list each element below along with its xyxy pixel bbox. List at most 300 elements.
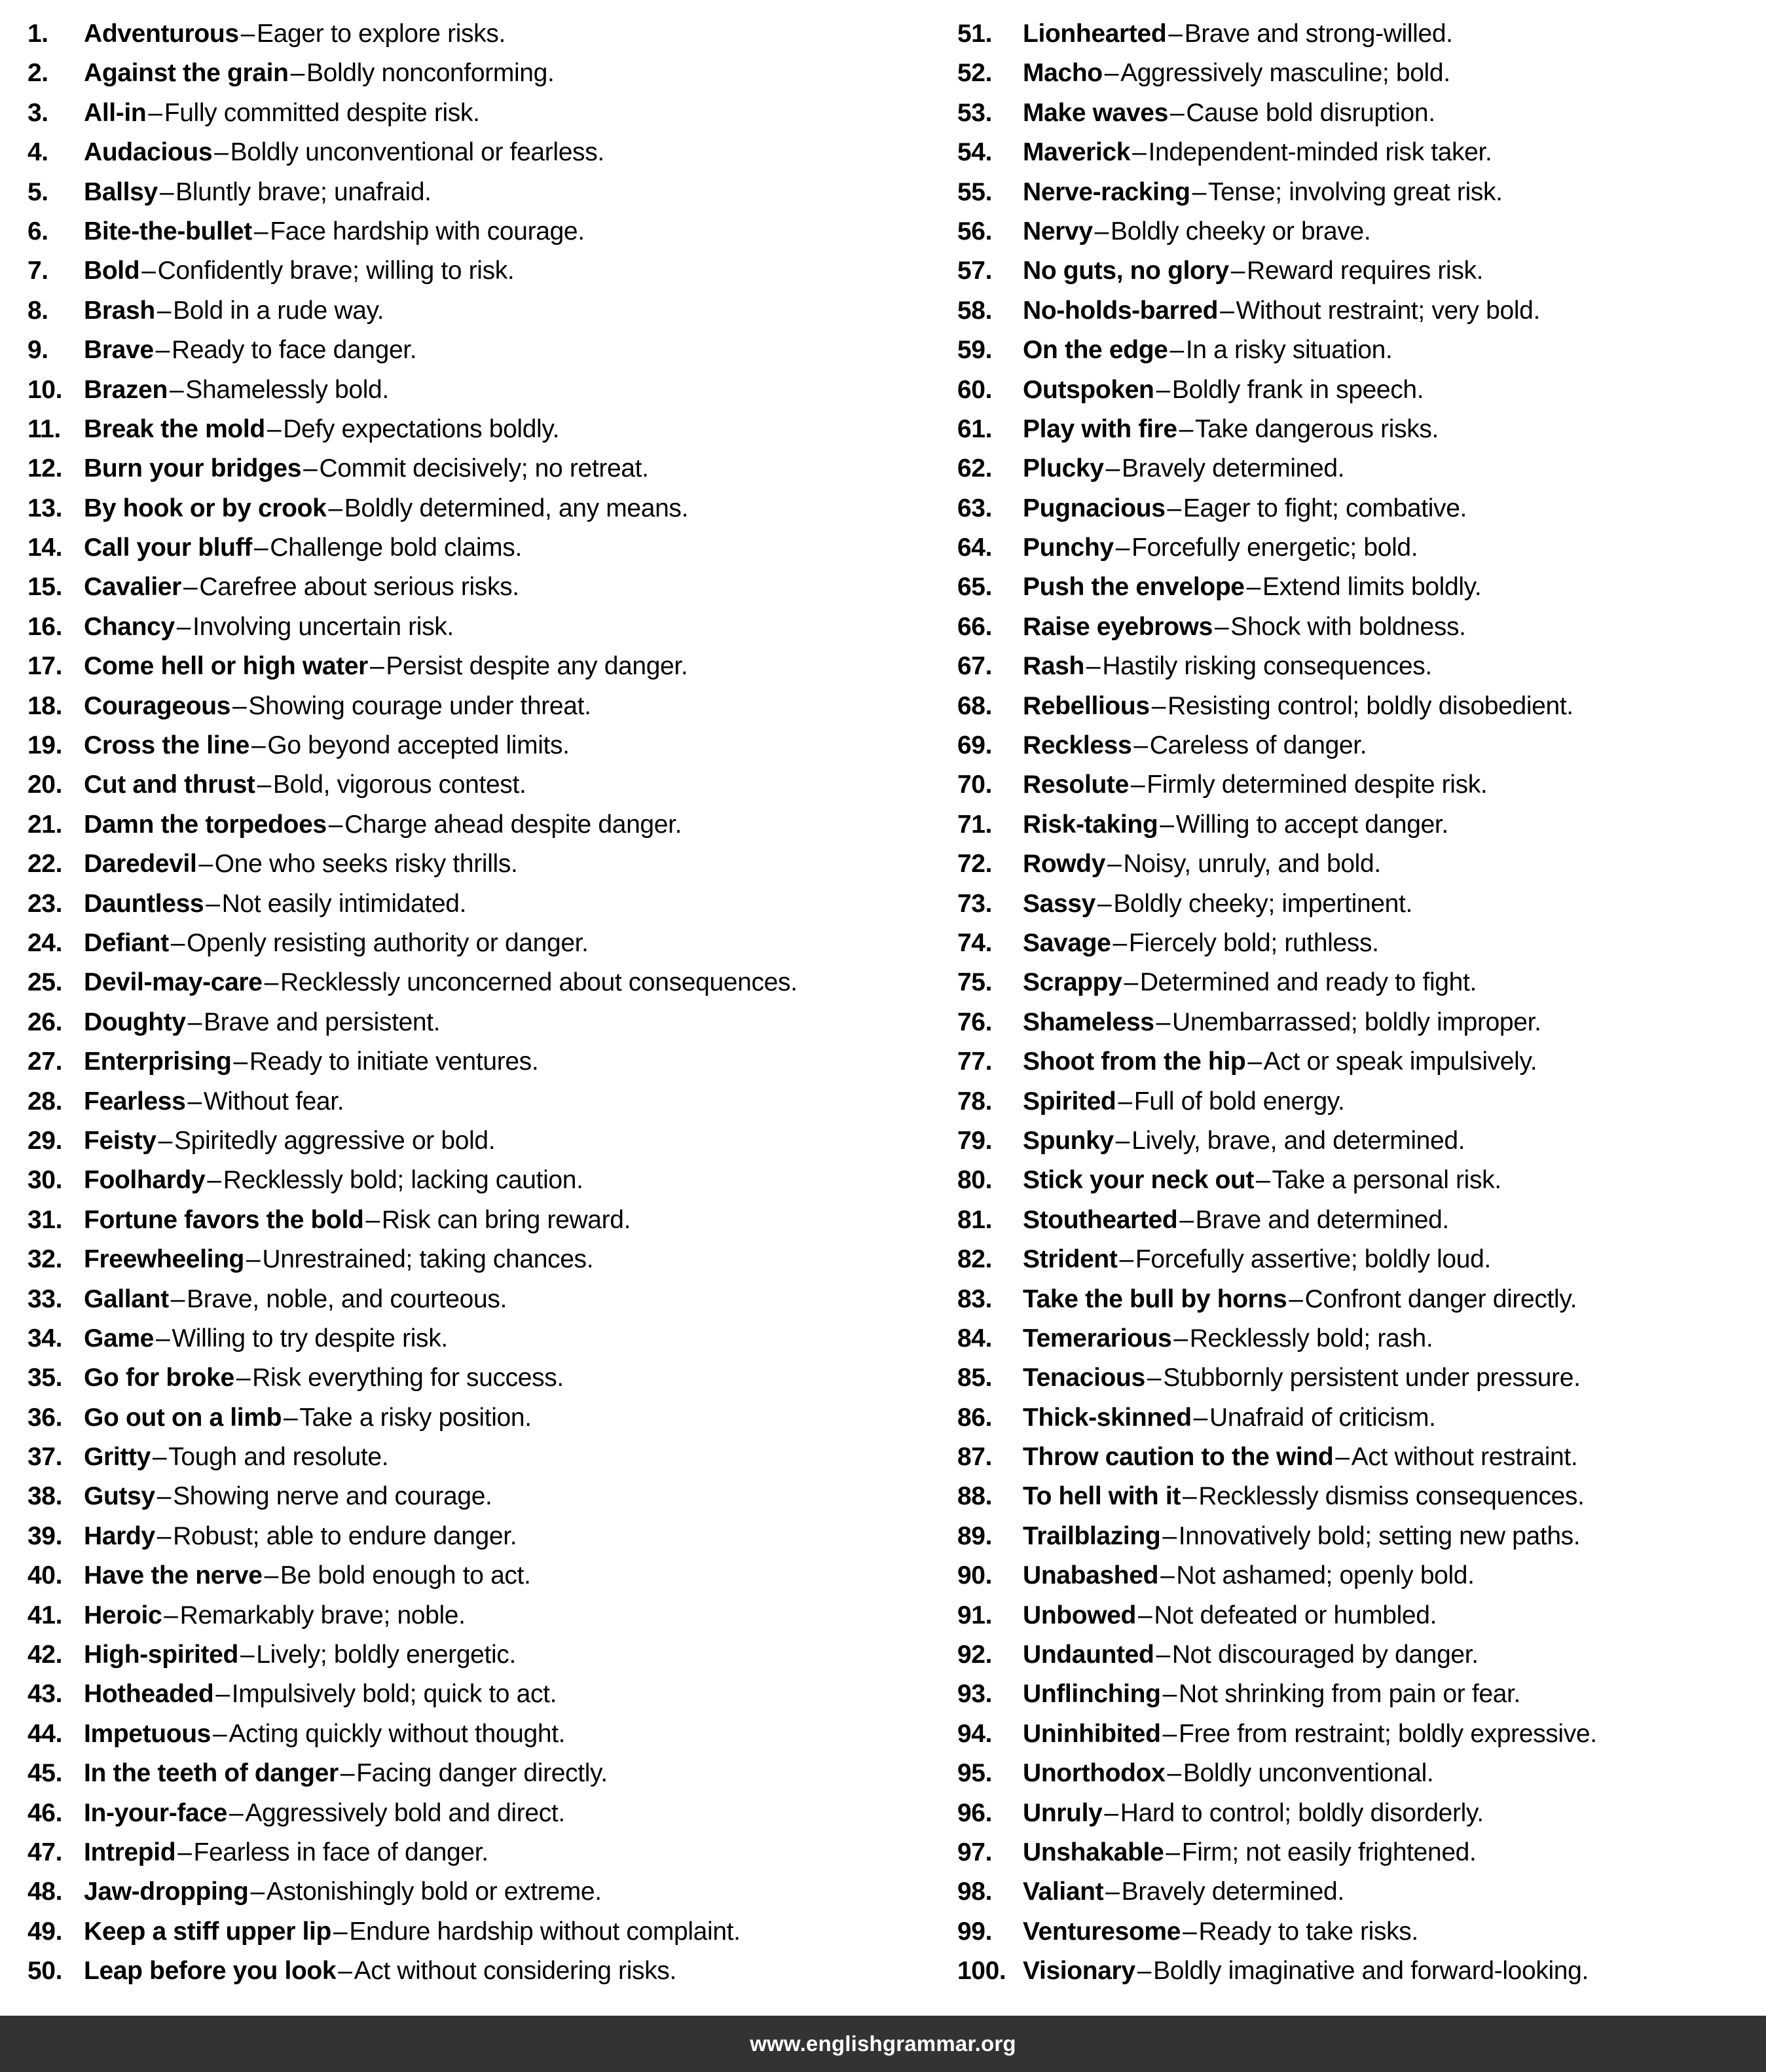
- list-item-number: 7.: [28, 257, 48, 285]
- list-item-term: Doughty: [84, 1008, 186, 1036]
- list-item-definition: Confront danger directly.: [1304, 1284, 1577, 1313]
- list-item-definition: Resisting control; boldly disobedient.: [1168, 691, 1573, 720]
- list-item-body: [84, 1161, 583, 1200]
- site-footer-bar: [0, 2016, 1766, 2072]
- list-item: [957, 1358, 1762, 1398]
- list-item-number: 49.: [28, 1917, 63, 1946]
- list-item-body: [84, 331, 416, 370]
- list-item-body: [84, 884, 466, 924]
- list-item-body: [1023, 94, 1435, 133]
- list-item: [957, 805, 1762, 845]
- list-item-body: [1023, 568, 1481, 607]
- list-item-number: 54.: [957, 138, 993, 167]
- list-item-definition: Spiritedly aggressive or bold.: [174, 1126, 496, 1155]
- list-item-body: [1023, 1596, 1437, 1635]
- list-item-term: Trailblazing: [1023, 1521, 1161, 1550]
- list-item: [28, 1082, 926, 1121]
- list-item: [957, 528, 1762, 568]
- list-item-body: [1023, 528, 1418, 568]
- list-item-number: 84.: [957, 1324, 993, 1353]
- list-item-term: Pugnacious: [1023, 494, 1166, 522]
- list-item: [28, 1201, 926, 1240]
- list-item-number: 56.: [957, 217, 993, 245]
- list-item-number: 44.: [28, 1719, 63, 1748]
- list-item-dash: –: [240, 20, 255, 48]
- list-item-definition: Boldly unconventional or fearless.: [230, 138, 604, 167]
- list-item-number: 16.: [28, 612, 63, 641]
- list-item-body: [84, 1477, 492, 1516]
- list-item-term: Chancy: [84, 612, 175, 641]
- list-item-body: [84, 1635, 516, 1675]
- list-item-term: Macho: [1023, 59, 1103, 88]
- list-item: [28, 1952, 926, 1991]
- list-item: [28, 884, 926, 924]
- list-item-term: Brazen: [84, 375, 168, 404]
- list-item-term: Scrappy: [1023, 968, 1122, 997]
- list-item-dash: –: [158, 1126, 172, 1155]
- list-item-dash: –: [1156, 375, 1170, 404]
- list-item-number: 11.: [28, 414, 61, 443]
- list-item: [957, 1082, 1762, 1121]
- list-item-body: [1023, 291, 1540, 331]
- list-item-term: Go out on a limb: [84, 1403, 282, 1432]
- list-item-body: [1023, 1675, 1520, 1714]
- list-item-definition: Boldly imaginative and forward-looking.: [1153, 1957, 1589, 1986]
- list-item-term: Go for broke: [84, 1364, 234, 1392]
- list-item-body: [1023, 371, 1424, 410]
- list-item-number: 3.: [28, 98, 48, 127]
- list-item-dash: –: [236, 1364, 251, 1392]
- list-item-term: Risk-taking: [1023, 810, 1158, 839]
- list-item-number: 89.: [957, 1521, 993, 1550]
- list-item-dash: –: [338, 1957, 352, 1986]
- list-item-number: 96.: [957, 1798, 993, 1827]
- list-item-body: [1023, 1201, 1449, 1240]
- list-item-dash: –: [156, 1324, 170, 1353]
- list-item-term: Shoot from the hip: [1023, 1047, 1246, 1076]
- list-item-number: 82.: [957, 1245, 993, 1274]
- list-item-body: [1023, 1161, 1501, 1200]
- list-item-definition: Recklessly unconcerned about consequences.: [280, 968, 798, 997]
- list-item-term: Reckless: [1023, 731, 1132, 760]
- list-item-definition: Shock with boldness.: [1230, 612, 1466, 641]
- list-item-body: [84, 94, 480, 133]
- list-item-dash: –: [333, 1917, 348, 1946]
- list-item-term: Sassy: [1023, 889, 1096, 918]
- list-item-body: [84, 963, 798, 1002]
- list-item-definition: Commit decisively; no retreat.: [319, 454, 649, 483]
- list-item-definition: Bold in a rude way.: [173, 296, 384, 325]
- list-item-dash: –: [1097, 889, 1112, 918]
- list-item-number: 28.: [28, 1087, 63, 1116]
- list-item: [28, 528, 926, 568]
- list-item-dash: –: [1335, 1443, 1350, 1472]
- list-item-dash: –: [1147, 1364, 1162, 1392]
- list-item-number: 10.: [28, 375, 63, 404]
- list-item: [28, 765, 926, 805]
- list-item-definition: Boldly frank in speech.: [1171, 375, 1424, 404]
- list-item-definition: Firmly determined despite risk.: [1147, 771, 1488, 799]
- list-item: [28, 1161, 926, 1200]
- list-item: [28, 963, 926, 1002]
- list-item: [957, 291, 1762, 331]
- list-item: [28, 251, 926, 291]
- list-item-body: [1023, 331, 1392, 370]
- list-item-dash: –: [1289, 1284, 1303, 1313]
- list-item-dash: –: [328, 494, 342, 522]
- list-item-body: [84, 1201, 631, 1240]
- list-item-term: Strident: [1023, 1245, 1118, 1274]
- list-item-number: 98.: [957, 1878, 993, 1906]
- list-item-dash: –: [1162, 1521, 1177, 1550]
- list-item-dash: –: [1137, 1957, 1152, 1986]
- list-item: [28, 1596, 926, 1635]
- list-item-number: 12.: [28, 454, 63, 483]
- list-item-term: Audacious: [84, 138, 213, 167]
- list-item-dash: –: [1162, 1680, 1177, 1709]
- list-item-number: 31.: [28, 1205, 63, 1234]
- list-item-definition: Openly resisting authority or danger.: [187, 928, 589, 957]
- list-item-definition: In a risky situation.: [1185, 336, 1393, 365]
- list-item-dash: –: [1183, 1917, 1197, 1946]
- list-item-definition: Noisy, unruly, and bold.: [1123, 850, 1381, 879]
- list-item-definition: One who seeks risky thrills.: [214, 850, 518, 879]
- list-item-definition: Take a risky position.: [299, 1403, 532, 1432]
- list-item-dash: –: [1168, 20, 1183, 48]
- list-item-body: [1023, 1556, 1475, 1595]
- list-item-dash: –: [1167, 494, 1181, 522]
- list-item-definition: Robust; able to endure danger.: [173, 1521, 517, 1550]
- list-item-number: 30.: [28, 1166, 63, 1195]
- list-item-body: [84, 1042, 538, 1081]
- list-item-dash: –: [215, 1680, 230, 1709]
- list-item-definition: Brave and strong-willed.: [1184, 20, 1453, 48]
- list-item-definition: Cause bold disruption.: [1186, 98, 1435, 127]
- list-item-dash: –: [1193, 1403, 1208, 1432]
- list-item-dash: –: [253, 534, 268, 562]
- list-item-term: Daredevil: [84, 850, 197, 879]
- list-item: [28, 1240, 926, 1279]
- list-item: [957, 1201, 1762, 1240]
- list-item: [957, 94, 1762, 133]
- list-item-dash: –: [183, 573, 198, 602]
- list-item-definition: Brave and determined.: [1195, 1205, 1449, 1234]
- list-item-definition: Showing nerve and courage.: [173, 1482, 492, 1511]
- list-item-term: Come hell or high water: [84, 652, 369, 681]
- list-item: [957, 173, 1762, 212]
- list-item-term: Call your bluff: [84, 534, 252, 562]
- list-item-number: 14.: [28, 534, 63, 562]
- list-item-term: Intrepid: [84, 1838, 176, 1866]
- list-item-definition: Aggressively bold and direct.: [245, 1798, 565, 1827]
- list-item-number: 25.: [28, 968, 63, 997]
- list-item-dash: –: [214, 138, 229, 167]
- list-item-body: [84, 291, 384, 331]
- list-item-definition: Eager to explore risks.: [257, 20, 506, 48]
- list-item-dash: –: [1094, 217, 1109, 245]
- list-item-term: Temerarious: [1023, 1324, 1172, 1353]
- list-item-term: Valiant: [1023, 1878, 1104, 1906]
- list-item: [28, 212, 926, 251]
- list-item-term: Spirited: [1023, 1087, 1116, 1116]
- list-item-body: [84, 1715, 565, 1754]
- list-item: [957, 845, 1762, 884]
- list-item-number: 79.: [957, 1126, 993, 1155]
- list-item-definition: Reward requires risk.: [1247, 257, 1484, 285]
- list-item-number: 58.: [957, 296, 993, 325]
- list-item: [957, 1675, 1762, 1714]
- list-item: [957, 963, 1762, 1002]
- left-column: [0, 14, 930, 2016]
- list-item-number: 75.: [957, 968, 993, 997]
- list-item-body: [84, 1952, 676, 1991]
- list-item-term: Unabashed: [1023, 1561, 1159, 1590]
- list-item-dash: –: [1166, 1838, 1180, 1866]
- list-item-definition: Carefree about serious risks.: [199, 573, 519, 602]
- list-item-term: Play with fire: [1023, 414, 1177, 443]
- list-item-dash: –: [1113, 928, 1127, 957]
- list-item-definition: Unembarrassed; boldly improper.: [1172, 1008, 1541, 1036]
- list-item-dash: –: [1247, 1047, 1262, 1076]
- list-item: [28, 1517, 926, 1556]
- list-item-number: 90.: [957, 1561, 993, 1590]
- list-item: [957, 251, 1762, 291]
- list-item-number: 71.: [957, 810, 993, 839]
- list-item-body: [84, 1675, 557, 1714]
- list-item-dash: –: [229, 1798, 244, 1827]
- list-item-definition: Fearless in face of danger.: [193, 1838, 488, 1866]
- list-item-definition: Shamelessly bold.: [185, 375, 389, 404]
- list-item-number: 50.: [28, 1957, 63, 1986]
- list-item: [957, 1003, 1762, 1042]
- list-item-dash: –: [152, 1443, 167, 1472]
- list-item-number: 38.: [28, 1482, 63, 1511]
- list-item-dash: –: [1105, 1878, 1120, 1906]
- list-item-dash: –: [264, 968, 278, 997]
- list-item-number: 46.: [28, 1798, 63, 1827]
- list-item: [28, 608, 926, 647]
- list-item-definition: Challenge bold claims.: [270, 534, 522, 562]
- list-item-dash: –: [206, 889, 220, 918]
- list-item-body: [1023, 608, 1466, 647]
- list-item-term: Cut and thrust: [84, 771, 255, 799]
- list-item-term: Break the mold: [84, 414, 265, 443]
- list-item-body: [84, 845, 517, 884]
- list-item-number: 23.: [28, 889, 63, 918]
- list-item-body: [1023, 1358, 1581, 1398]
- list-item-number: 34.: [28, 1324, 63, 1353]
- list-item-term: Unflinching: [1023, 1680, 1161, 1709]
- list-item-definition: Willing to try despite risk.: [172, 1324, 448, 1353]
- list-item-number: 97.: [957, 1838, 993, 1866]
- list-item-dash: –: [1086, 652, 1101, 681]
- list-item-body: [84, 1358, 564, 1398]
- list-item-number: 6.: [28, 217, 48, 245]
- list-item-dash: –: [177, 1838, 192, 1866]
- list-item: [28, 568, 926, 607]
- list-item-dash: –: [187, 1008, 202, 1036]
- list-item-term: Thick-skinned: [1023, 1403, 1192, 1432]
- list-item-dash: –: [232, 691, 247, 720]
- list-item-number: 8.: [28, 296, 48, 325]
- list-item-dash: –: [1160, 810, 1174, 839]
- list-item-dash: –: [1214, 612, 1229, 641]
- list-item-dash: –: [1220, 296, 1234, 325]
- list-item: [28, 331, 926, 370]
- list-item-term: Unorthodox: [1023, 1759, 1166, 1788]
- list-item-definition: Recklessly dismiss consequences.: [1198, 1482, 1585, 1511]
- list-item: [28, 94, 926, 133]
- list-item-dash: –: [233, 1047, 248, 1076]
- list-item-body: [1023, 251, 1483, 291]
- list-item: [957, 1398, 1762, 1438]
- list-item-number: 83.: [957, 1284, 993, 1313]
- list-item-definition: Lively, brave, and determined.: [1131, 1126, 1465, 1155]
- list-item-body: [1023, 1438, 1577, 1477]
- list-item-definition: Charge ahead despite danger.: [344, 810, 682, 839]
- list-item-body: [1023, 1042, 1537, 1081]
- list-item-body: [1023, 1715, 1597, 1754]
- list-item-term: By hook or by crook: [84, 494, 327, 522]
- list-item-term: Burn your bridges: [84, 454, 302, 483]
- list-item-number: 37.: [28, 1443, 63, 1472]
- list-item: [957, 687, 1762, 726]
- list-item-number: 76.: [957, 1008, 993, 1036]
- list-item-term: Undaunted: [1023, 1641, 1154, 1669]
- list-item-number: 67.: [957, 652, 993, 681]
- list-item-dash: –: [1246, 573, 1260, 602]
- list-item: [957, 608, 1762, 647]
- list-item-body: [1023, 1121, 1465, 1161]
- list-item-dash: –: [370, 652, 384, 681]
- list-item: [957, 54, 1762, 93]
- list-item: [957, 1042, 1762, 1081]
- list-item: [28, 647, 926, 686]
- list-item: [28, 1438, 926, 1477]
- list-item-body: [84, 1438, 388, 1477]
- list-item-body: [84, 568, 519, 607]
- list-item: [957, 1319, 1762, 1358]
- list-item-number: 88.: [957, 1482, 993, 1511]
- list-item-definition: Boldly cheeky or brave.: [1111, 217, 1371, 245]
- list-item-term: In the teeth of danger: [84, 1759, 339, 1788]
- list-item-dash: –: [1169, 336, 1184, 365]
- list-item-dash: –: [246, 1245, 261, 1274]
- list-item-body: [84, 1003, 440, 1042]
- list-item-body: [84, 54, 554, 93]
- list-item-number: 59.: [957, 336, 993, 365]
- list-item-body: [1023, 1952, 1589, 1991]
- list-item-definition: Fully committed despite risk.: [164, 98, 480, 127]
- list-item-number: 63.: [957, 494, 993, 522]
- list-item-dash: –: [257, 771, 271, 799]
- list-item-body: [1023, 1794, 1484, 1833]
- list-item: [28, 687, 926, 726]
- list-item: [957, 371, 1762, 410]
- list-item-number: 5.: [28, 177, 48, 206]
- list-item-body: [84, 805, 682, 845]
- list-item-body: [84, 1872, 602, 1912]
- list-item-dash: –: [207, 1166, 221, 1195]
- list-item-body: [84, 1596, 466, 1635]
- list-item-dash: –: [365, 1205, 380, 1234]
- list-item-body: [1023, 845, 1381, 884]
- list-item-dash: –: [1119, 1245, 1133, 1274]
- list-item-term: Lionhearted: [1023, 20, 1167, 48]
- list-item-number: 2.: [28, 59, 48, 88]
- list-item-dash: –: [1132, 138, 1147, 167]
- list-item-body: [84, 371, 389, 410]
- list-item: [28, 1715, 926, 1754]
- list-item-number: 43.: [28, 1680, 63, 1709]
- list-item: [957, 1833, 1762, 1872]
- list-item-number: 42.: [28, 1641, 63, 1669]
- list-item-number: 17.: [28, 652, 63, 681]
- list-item-dash: –: [213, 1719, 227, 1748]
- list-item-definition: Recklessly bold; lacking caution.: [223, 1166, 583, 1195]
- list-item-dash: –: [1179, 414, 1194, 443]
- list-item-definition: Free from restraint; boldly expressive.: [1178, 1719, 1597, 1748]
- list-item-term: Visionary: [1023, 1957, 1135, 1986]
- list-item-body: [84, 1319, 448, 1358]
- list-item-dash: –: [250, 1878, 265, 1906]
- list-item-term: Gritty: [84, 1443, 151, 1472]
- list-item-term: No-holds-barred: [1023, 296, 1219, 325]
- list-item-body: [84, 1754, 608, 1793]
- list-item-definition: Tense; involving great risk.: [1207, 177, 1503, 206]
- list-item-body: [84, 1556, 531, 1595]
- list-item-term: Venturesome: [1023, 1917, 1181, 1946]
- list-item-term: Against the grain: [84, 59, 289, 88]
- list-item-term: Punchy: [1023, 534, 1114, 562]
- list-item-number: 29.: [28, 1126, 63, 1155]
- list-item: [28, 1754, 926, 1793]
- list-item-term: Spunky: [1023, 1126, 1114, 1155]
- list-item: [957, 1754, 1762, 1793]
- list-item-dash: –: [1179, 1205, 1194, 1234]
- list-item-dash: –: [264, 1561, 278, 1590]
- list-item-term: Savage: [1023, 928, 1111, 957]
- list-item-number: 9.: [28, 336, 48, 365]
- list-item-term: Hotheaded: [84, 1680, 214, 1709]
- list-item-number: 13.: [28, 494, 63, 522]
- list-item-number: 35.: [28, 1364, 63, 1392]
- list-item-definition: Ready to face danger.: [172, 336, 417, 365]
- list-item-number: 21.: [28, 810, 63, 839]
- list-item-body: [84, 1517, 517, 1556]
- list-item: [957, 1240, 1762, 1279]
- list-item-number: 94.: [957, 1719, 993, 1748]
- list-item-definition: Take a personal risk.: [1272, 1166, 1501, 1195]
- list-item-term: Resolute: [1023, 771, 1129, 799]
- list-item-term: Tenacious: [1023, 1364, 1145, 1392]
- list-item-term: Push the envelope: [1023, 573, 1245, 602]
- list-item-body: [1023, 1477, 1585, 1516]
- list-item-term: All-in: [84, 98, 147, 127]
- list-item-term: No guts, no glory: [1023, 257, 1229, 285]
- list-item-number: 27.: [28, 1047, 63, 1076]
- list-item-dash: –: [156, 1521, 172, 1550]
- list-item: [28, 1003, 926, 1042]
- list-item-definition: Innovatively bold; setting new paths.: [1178, 1521, 1581, 1550]
- list-item-term: Devil-may-care: [84, 968, 263, 997]
- list-item-body: [1023, 212, 1370, 251]
- list-item-body: [84, 687, 591, 726]
- list-item-dash: –: [1107, 850, 1122, 879]
- list-item-dash: –: [340, 1759, 355, 1788]
- list-item-number: 61.: [957, 414, 993, 443]
- list-item-body: [84, 251, 514, 291]
